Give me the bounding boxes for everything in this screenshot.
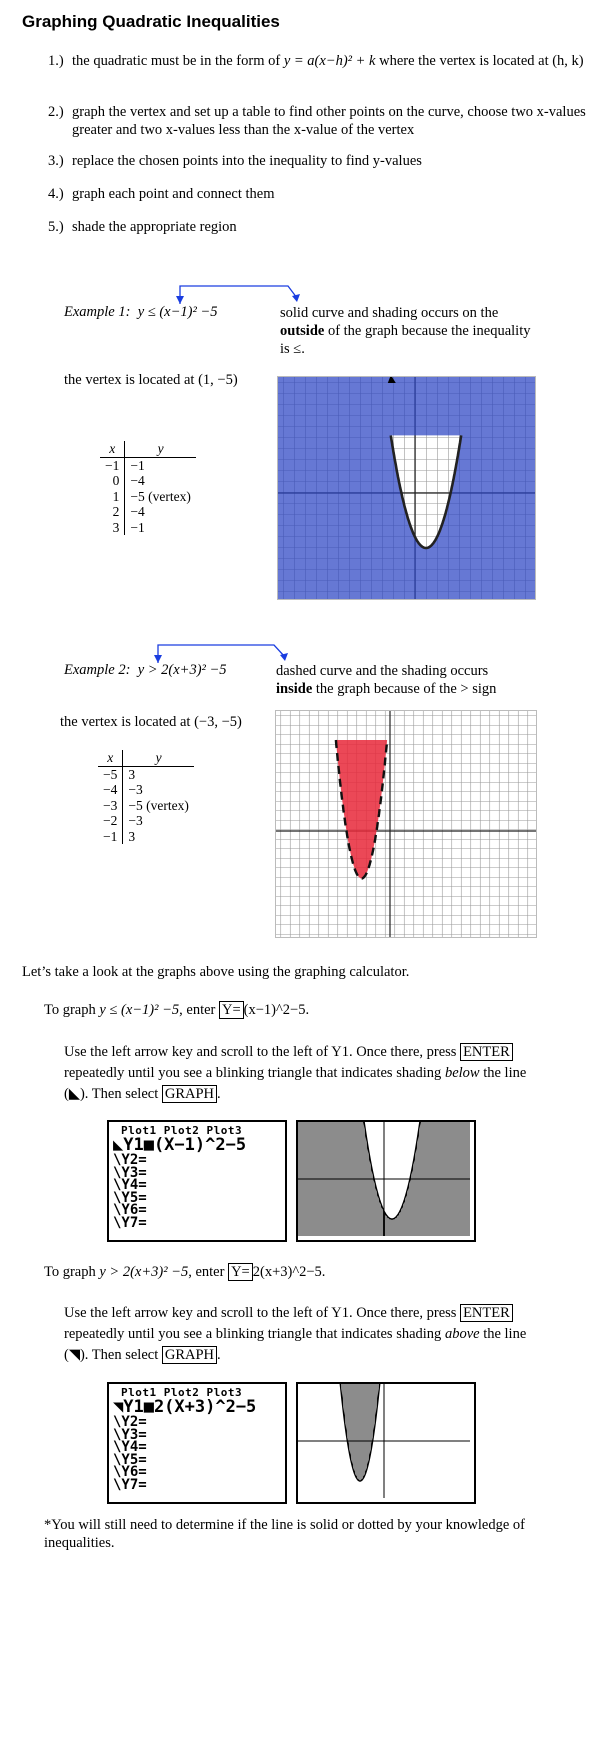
graph-key: GRAPH [162,1085,217,1103]
step-4: 4.) graph each point and connect them [48,186,275,202]
step-2: 2.) graph the vertex and set up a table to find other points on the curve, choose two x-values greater and two x-values less than the x-value of the vertex [48,104,586,138]
step-5: 5.) shade the appropriate region [48,219,237,235]
table-row: 3 −1 [100,520,196,536]
example2-heading: Example 2: y > 2(x+3)² −5 [64,662,227,678]
example1-note: solid curve and shading occurs on the outside of the graph because the inequality is ≤. [280,305,531,357]
footnote: *You will still need to determine if the line is solid or dotted by your knowledge of inequalities. [44,1517,525,1551]
table-row: −3 −5 (vertex) [98,798,194,814]
example1-inequality: y ≤ (x−1)² −5 [137,304,218,320]
graph-key: GRAPH [162,1346,217,1364]
example1-vertex-text: the vertex is located at (1, −5) [64,372,238,388]
example2-inequality: y > 2(x+3)² −5 [137,662,227,678]
calc2-graph-instruction: To graph y > 2(x+3)² −5, enter Y= 2(x+3)^2−5. [44,1264,326,1280]
example2-note: dashed curve and the shading occurs inside the graph because of the > sign [276,663,497,697]
table-row: −4 −3 [98,782,194,798]
example2-table: x y −5 3 −4 −3 −3 −5 (vertex) −2 −3 −1 3 [98,750,194,844]
parabola-curve [328,1382,392,1481]
calc2-shading-instruction: Use the left arrow key and scroll to the left of Y1. Once there, press ENTER repeatedly until you see a blinking triangle that indicates shading above the line (◥). Then select GRAPH . [64,1305,527,1363]
page-title: Graphing Quadratic Inequalities [22,12,280,31]
example2-vertex-text: the vertex is located at (−3, −5) [60,714,242,730]
table-row: −1 −1 [100,457,196,473]
vertex-form-formula: y = a(x−h)² + k [283,53,376,69]
step-1: 1.) the quadratic must be in the form of y = a(x−h)² + k where the vertex is located at (h, k) [48,53,584,69]
y-equals-key: Y= [219,1001,244,1019]
table-row: 2 −4 [100,504,196,520]
table-row: 1 −5 (vertex) [100,489,196,505]
table-row: −1 3 [98,829,194,845]
table-row: −5 3 [98,766,194,782]
table-row: −2 −3 [98,813,194,829]
calc2-graph-screen [296,1382,476,1504]
shaded-region [278,377,535,599]
calc1-shading-instruction: Use the left arrow key and scroll to the left of Y1. Once there, press ENTER repeatedly until you see a blinking triangle that indicates shading below the line (◣). Then select GRAPH . [64,1044,527,1102]
enter-key: ENTER [460,1304,513,1322]
calc1-y-editor-screen: Plot1 Plot2 Plot3 ◣Y1■(X−1)^2−5 \Y2= \Y3= \Y4= \Y5= \Y6= \Y7= [107,1120,287,1242]
step-3: 3.) replace the chosen points into the inequality to find y-values [48,153,422,169]
calc1-graph-screen [296,1120,476,1242]
enter-key: ENTER [460,1043,513,1061]
example1-graph [277,376,536,600]
calc1-graph-instruction: To graph y ≤ (x−1)² −5, enter Y= (x−1)^2−5. [44,1002,310,1018]
table-row: 0 −4 [100,473,196,489]
calc2-y-editor-screen: Plot1 Plot2 Plot3 ◥Y1■2(X+3)^2−5 \Y2= \Y3= \Y4= \Y5= \Y6= \Y7= [107,1382,287,1504]
example2-graph [275,710,537,938]
example1-table: x y −1 −1 0 −4 1 −5 (vertex) 2 −4 3 −1 [100,441,196,535]
example1-heading: Example 1: y ≤ (x−1)² −5 [64,304,218,320]
parabola-curve [344,1120,440,1219]
calc-intro: Let’s take a look at the graphs above using the graphing calculator. [22,964,410,980]
y-equals-key: Y= [228,1263,253,1281]
